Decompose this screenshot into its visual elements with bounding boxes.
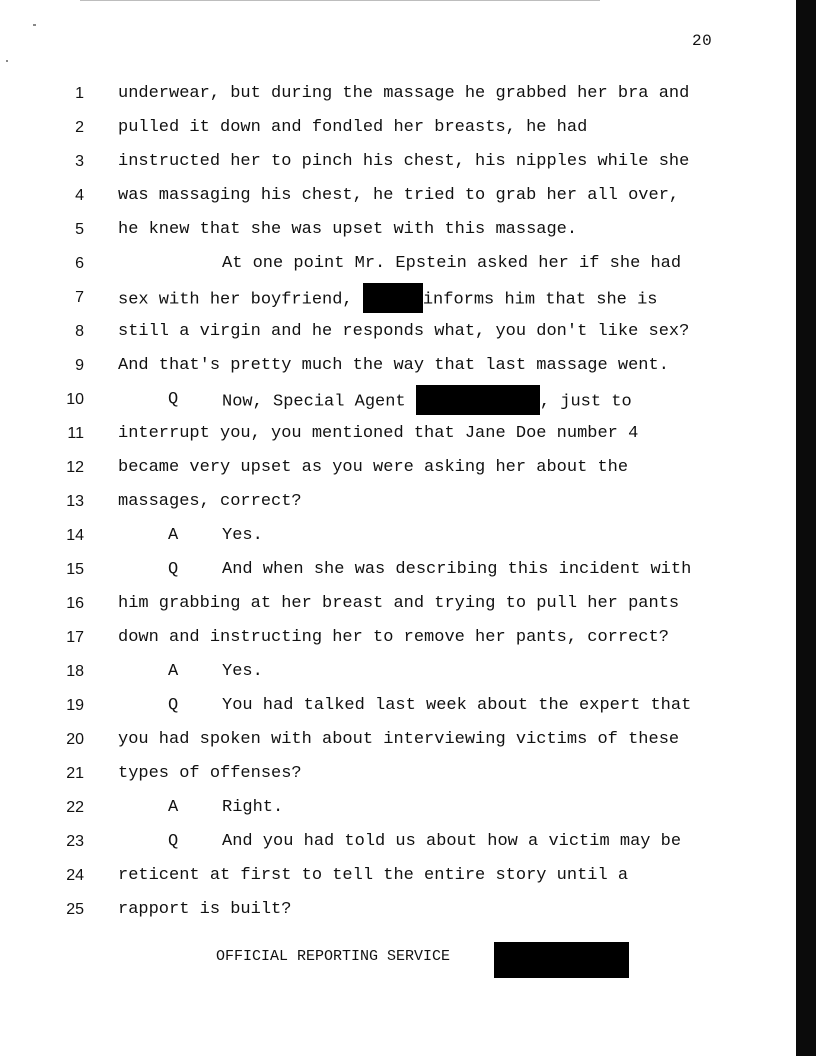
line-number: 1 (75, 85, 84, 102)
line-number: 20 (66, 731, 84, 748)
redaction-box (363, 283, 423, 313)
line-number: 25 (66, 901, 84, 918)
line-number: 16 (66, 595, 84, 612)
transcript-line (0, 760, 790, 794)
footer-reporting-service: OFFICIAL REPORTING SERVICE (216, 948, 451, 965)
transcript-line (0, 556, 790, 590)
transcript-line (0, 182, 790, 216)
line-text: underwear, but during the massage he grabbed her bra and (118, 84, 690, 103)
line-text: types of offenses? (118, 764, 302, 783)
line-number: 23 (66, 833, 84, 850)
transcript-line (0, 658, 790, 692)
line-text: instructed her to pinch his chest, his nipples while she (118, 152, 690, 171)
speaker-marker: A (168, 798, 179, 817)
transcript-line (0, 318, 790, 352)
line-text: pulled it down and fondled her breasts, he had (118, 118, 588, 137)
transcript-line (0, 896, 790, 930)
transcript-line (0, 692, 790, 726)
line-number: 7 (75, 289, 84, 306)
line-number: 9 (75, 357, 84, 374)
transcript-line (0, 522, 790, 556)
line-text: interrupt you, you mentioned that Jane Doe number 4 (118, 424, 639, 443)
line-number: 22 (66, 799, 84, 816)
transcript-line (0, 80, 790, 114)
line-text-after: , just to (539, 392, 632, 412)
scan-edge-right (796, 0, 816, 1056)
line-number: 21 (66, 765, 84, 782)
speaker-marker: Q (168, 832, 179, 851)
line-number: 15 (66, 561, 84, 578)
transcript-line (0, 352, 790, 386)
line-text: You had talked last week about the expert that (222, 696, 692, 715)
scan-speck (6, 60, 8, 62)
line-number: 8 (75, 323, 84, 340)
line-number: 11 (67, 425, 84, 442)
line-number: 10 (66, 391, 84, 408)
line-text (118, 284, 657, 314)
transcript-line (0, 862, 790, 896)
line-text: And that's pretty much the way that last massage went. (118, 356, 669, 375)
speaker-marker: Q (168, 696, 179, 715)
footer-redaction-box (494, 942, 629, 978)
line-number: 4 (75, 187, 84, 204)
speaker-marker: A (168, 526, 179, 545)
transcript-line (0, 148, 790, 182)
line-text: still a virgin and he responds what, you don't like sex? (118, 322, 690, 341)
speaker-marker: A (168, 662, 179, 681)
line-text: Yes. (222, 526, 263, 545)
transcript-line (0, 420, 790, 454)
line-text-before: sex with her boyfriend, (118, 290, 363, 310)
line-number: 19 (66, 697, 84, 714)
transcript-line (0, 284, 790, 318)
line-number: 2 (75, 119, 84, 136)
transcript-line (0, 114, 790, 148)
line-text: you had spoken with about interviewing victims of these (118, 730, 680, 749)
transcript-line (0, 828, 790, 862)
line-text: massages, correct? (118, 492, 302, 511)
line-text: he knew that she was upset with this massage. (118, 220, 578, 239)
transcript-line (0, 386, 790, 420)
line-text: reticent at first to tell the entire story until a (118, 866, 629, 885)
speaker-marker: Q (168, 390, 179, 409)
line-number: 18 (66, 663, 84, 680)
transcript-line (0, 216, 790, 250)
transcript-line (0, 250, 790, 284)
line-text: down and instructing her to remove her pants, correct? (118, 628, 669, 647)
transcript-line (0, 488, 790, 522)
line-text: At one point Mr. Epstein asked her if she had (222, 254, 682, 273)
line-text: rapport is built? (118, 900, 292, 919)
line-text (222, 386, 632, 416)
line-number: 5 (75, 221, 84, 238)
page-number: 20 (692, 32, 713, 50)
transcript-line (0, 590, 790, 624)
line-text: became very upset as you were asking her about the (118, 458, 629, 477)
line-text: And when she was describing this incident with (222, 560, 692, 579)
line-number: 24 (66, 867, 84, 884)
transcript-line (0, 794, 790, 828)
line-number: 12 (66, 459, 84, 476)
line-text: And you had told us about how a victim may be (222, 832, 682, 851)
transcript-line (0, 624, 790, 658)
transcript-body (0, 80, 790, 930)
transcript-line (0, 726, 790, 760)
line-number: 6 (75, 255, 84, 272)
transcript-line (0, 454, 790, 488)
speaker-marker: Q (168, 560, 179, 579)
line-number: 13 (66, 493, 84, 510)
line-number: 3 (75, 153, 84, 170)
scan-speck (33, 24, 36, 26)
line-text: Right. (222, 798, 284, 817)
line-text: Yes. (222, 662, 263, 681)
scan-edge-top (80, 0, 600, 1)
redaction-box (416, 385, 540, 415)
line-text: him grabbing at her breast and trying to pull her pants (118, 594, 680, 613)
line-number: 17 (66, 629, 84, 646)
line-text: was massaging his chest, he tried to grab her all over, (118, 186, 680, 205)
line-text-after: informs him that she is (422, 290, 658, 310)
line-text-before: Now, Special Agent (222, 392, 416, 412)
line-number: 14 (66, 527, 84, 544)
